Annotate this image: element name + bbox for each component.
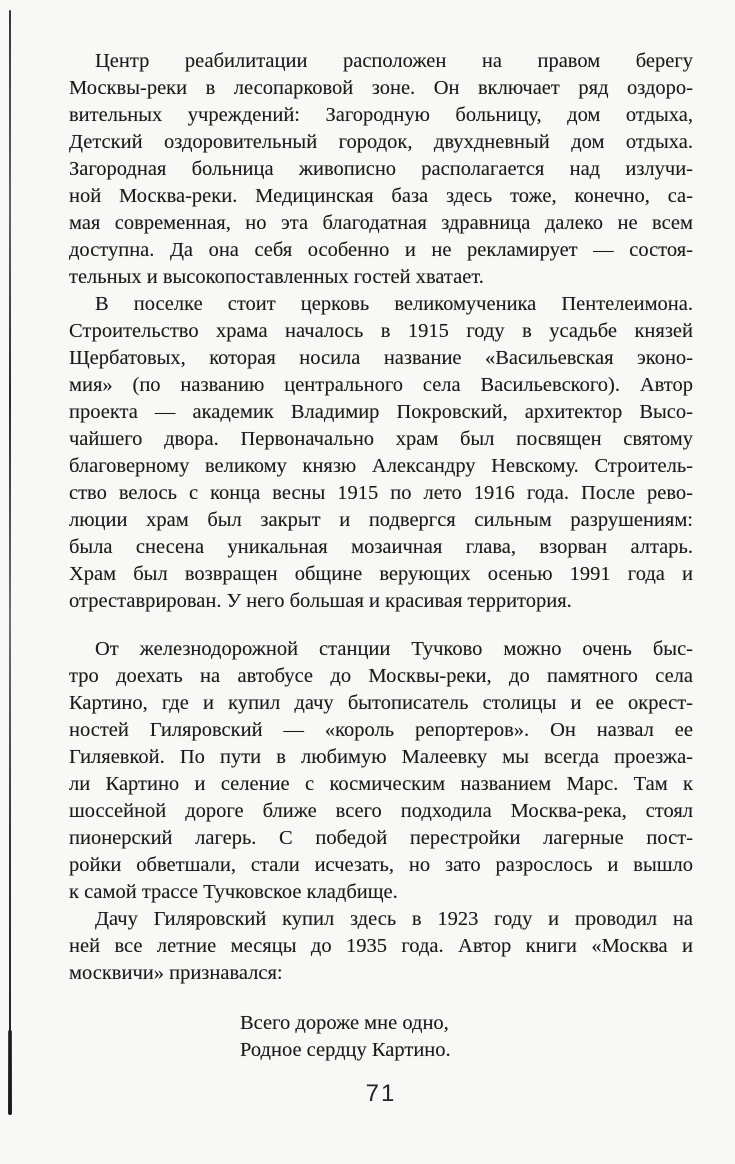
paragraph <box>69 636 693 906</box>
text-line: мия» (по названию центрального села Васильевского). Автор <box>69 374 693 396</box>
verse-line: Родное сердцу Картино. <box>240 1039 451 1061</box>
text-line: тро доехать на автобусе до Москвы-реки, до памятного села <box>69 665 693 687</box>
verse-block <box>69 1010 693 1064</box>
paragraph <box>69 291 693 615</box>
text-line: ство велось с конца весны 1915 по лето 1916 года. После рево- <box>69 482 693 504</box>
text-block <box>69 48 693 1064</box>
text-line: пионерский лагерь. С победой перестройки лагерные пост- <box>69 827 693 849</box>
section <box>69 48 693 615</box>
text-line: ли Картино и селение с космическим названием Марс. Там к <box>69 773 693 795</box>
text-line: От железнодорожной станции Тучково можно очень быс- <box>95 638 693 660</box>
text-line: проекта — академик Владимир Покровский, архитектор Высо- <box>69 401 693 423</box>
text-line: ней все летние месяцы до 1935 года. Автор книги «Москва и <box>69 935 693 957</box>
text-line: Детский оздоровительный городок, двухдневный дом отдыха. <box>69 131 693 153</box>
text-line: ностей Гиляровский — «король репортеров». Он назвал ее <box>69 719 693 741</box>
page-edge-ink-blob <box>8 1030 12 1115</box>
text-line: мая современная, но эта благодатная здравница далеко не всем <box>69 212 693 234</box>
verse-line: Всего дороже мне одно, <box>240 1012 449 1034</box>
text-line: Щербатовых, которая носила название «Васильевская эконо- <box>69 347 693 369</box>
text-line: Картино, где и купил дачу бытописатель столицы и ее окрест- <box>69 692 693 714</box>
text-line: Гиляевкой. По пути в любимую Малеевку мы всегда проезжа- <box>69 746 693 768</box>
paragraph <box>69 906 693 987</box>
text-line: вительных учреждений: Загородную больницу, дом отдыха, <box>69 104 693 126</box>
text-line: Храм был возвращен общине верующих осенью 1991 года и <box>69 563 693 585</box>
section <box>69 636 693 987</box>
paragraph <box>69 48 693 291</box>
text-line: чайшего двора. Первоначально храм был посвящен святому <box>69 428 693 450</box>
text-line: Строительство храма началось в 1915 году в усадьбе князей <box>69 320 693 342</box>
text-line: благоверному великому князю Александру Невскому. Строитель- <box>69 455 693 477</box>
page-edge-line <box>9 10 11 1115</box>
text-line: люции храм был закрыт и подвергся сильным разрушениям: <box>69 509 693 531</box>
text-line: Москвы-реки в лесопарковой зоне. Он включает ряд оздоро- <box>69 77 693 99</box>
text-line: ройки обветшали, стали исчезать, но зато разрослось и вышло <box>69 854 693 876</box>
text-line: москвичи» признавался: <box>69 962 283 984</box>
text-line: была снесена уникальная мозаичная глава, взорван алтарь. <box>69 536 693 558</box>
text-line: Загородная больница живописно располагается над излучи- <box>69 158 693 180</box>
text-line: шоссейной дороге ближе всего подходила Москва-река, стоял <box>69 800 693 822</box>
text-line: Дачу Гиляровский купил здесь в 1923 году и проводил на <box>95 908 693 930</box>
text-line: ной Москва-реки. Медицинская база здесь тоже, конечно, са- <box>69 185 693 207</box>
text-line: доступна. Да она себя особенно и не рекламирует — состоя- <box>69 239 693 261</box>
text-line: В поселке стоит церковь великомученика Пентелеимона. <box>95 293 693 315</box>
text-line: Центр реабилитации расположен на правом берегу <box>95 50 693 72</box>
page-number: 71 <box>365 1080 397 1107</box>
text-line: отреставрирован. У него большая и красивая территория. <box>69 590 572 612</box>
text-line: к самой трассе Тучковское кладбище. <box>69 881 398 903</box>
text-line: тельных и высокопоставленных гостей хватает. <box>69 266 484 288</box>
